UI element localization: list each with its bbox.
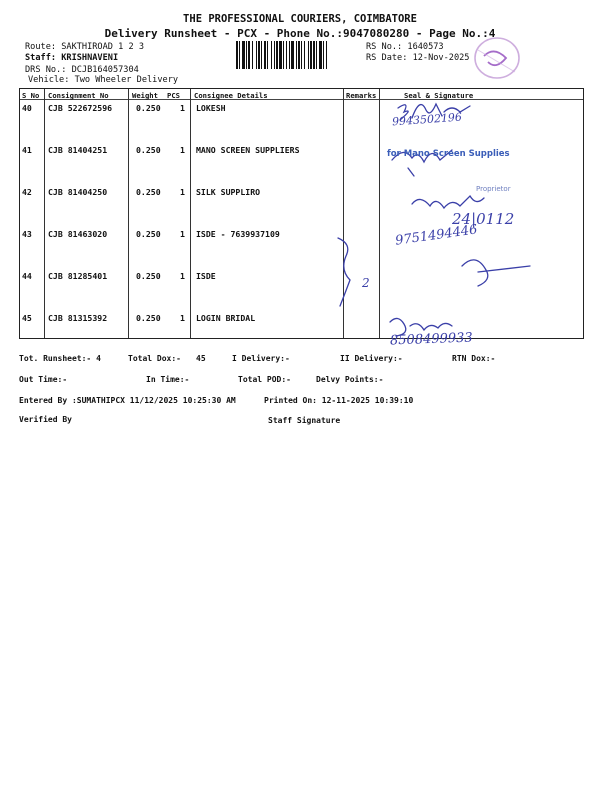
row-consignee: MANO SCREEN SUPPLIERS (196, 145, 300, 155)
runsheet-title: Delivery Runsheet - PCX - Phone No.:9047080280 - Page No.:4 (104, 27, 496, 40)
rs-date: RS Date: 12-Nov-2025 (366, 53, 470, 63)
row-sno: 40 (22, 103, 32, 113)
row-consignment: CJB 81285401 (48, 271, 108, 281)
verified-by: Verified By (19, 415, 72, 424)
staff-signature: Staff Signature (268, 416, 341, 425)
col-consignee: Consignee Details (194, 91, 268, 100)
row-pcs: 1 (180, 145, 185, 155)
row-consignment: CJB 81404251 (48, 145, 108, 155)
proprietor-stamp: Proprietor (476, 185, 511, 193)
drs-number: DRS No.: DCJB164057304 (25, 65, 139, 75)
row-sno: 41 (22, 145, 32, 155)
total-dox-label: Total Dox:- (128, 354, 181, 363)
row-weight: 0.250 (136, 145, 161, 155)
col-seal-signature: Seal & Signature (404, 91, 474, 100)
barcode-bar (327, 41, 328, 69)
row-pcs: 1 (180, 229, 185, 239)
handwritten-phone-43: 9751494446 (394, 222, 479, 249)
row-sno: 43 (22, 229, 32, 239)
staff: Staff: KRISHNAVENI (25, 53, 119, 63)
out-time: Out Time:- (19, 375, 68, 384)
delvy-points: Delvy Points:- (316, 375, 384, 384)
vehicle: Vehicle: Two Wheeler Delivery (28, 75, 179, 85)
handwritten-date-43: 24|0112 (452, 210, 515, 228)
row-consignee: ISDE (196, 271, 216, 281)
barcode (236, 41, 362, 69)
handwritten-phone-45: 8508499933 (389, 330, 473, 349)
col-sno: S No (22, 91, 40, 100)
row-consignee: SILK SUPPLIRO (196, 187, 261, 197)
tot-runsheet: Tot. Runsheet:- 4 (19, 354, 101, 363)
total-dox-value: 45 (196, 354, 206, 363)
col-consignment: Consignment No (48, 91, 109, 100)
rtn-dox: RTN Dox:- (452, 354, 496, 363)
row-pcs: 1 (180, 103, 185, 113)
row-weight: 0.250 (136, 313, 161, 323)
row-weight: 0.250 (136, 187, 161, 197)
rs-number: RS No.: 1640573 (366, 42, 444, 52)
row-consignee: ISDE - 7639937109 (196, 229, 280, 239)
col-remarks: Remarks (346, 91, 377, 100)
col-weight: Weight (132, 91, 158, 100)
row-sno: 42 (22, 187, 32, 197)
entered-by: Entered By :SUMATHIPCX 11/12/2025 10:25:30 AM (19, 396, 236, 405)
row-weight: 0.250 (136, 103, 161, 113)
i-delivery: I Delivery:- (232, 354, 290, 363)
in-time: In Time:- (146, 375, 190, 384)
handwritten-remark-mark: 2 (362, 276, 370, 290)
row-weight: 0.250 (136, 271, 161, 281)
row-consignment: CJB 81315392 (48, 313, 108, 323)
company-name: THE PROFESSIONAL COURIERS, COIMBATORE (183, 13, 417, 25)
mano-screen-stamp: for Mano Screen Supplies (387, 149, 510, 159)
row-consignment: CJB 522672596 (48, 103, 113, 113)
total-pod: Total POD:- (238, 375, 291, 384)
row-sno: 44 (22, 271, 32, 281)
row-pcs: 1 (180, 313, 185, 323)
ii-delivery: II Delivery:- (340, 354, 403, 363)
row-consignee: LOKESH (196, 103, 226, 113)
col-pcs: PCS (167, 91, 180, 100)
row-sno: 45 (22, 313, 32, 323)
row-consignee: LOGIN BRIDAL (196, 313, 256, 323)
printed-on: Printed On: 12-11-2025 10:39:10 (264, 396, 414, 405)
handwritten-phone-40: 9943502196 (391, 110, 463, 129)
row-pcs: 1 (180, 271, 185, 281)
route: Route: SAKTHIROAD 1 2 3 (25, 42, 144, 52)
row-pcs: 1 (180, 187, 185, 197)
row-consignment: CJB 81463020 (48, 229, 108, 239)
row-weight: 0.250 (136, 229, 161, 239)
row-consignment: CJB 81404250 (48, 187, 108, 197)
